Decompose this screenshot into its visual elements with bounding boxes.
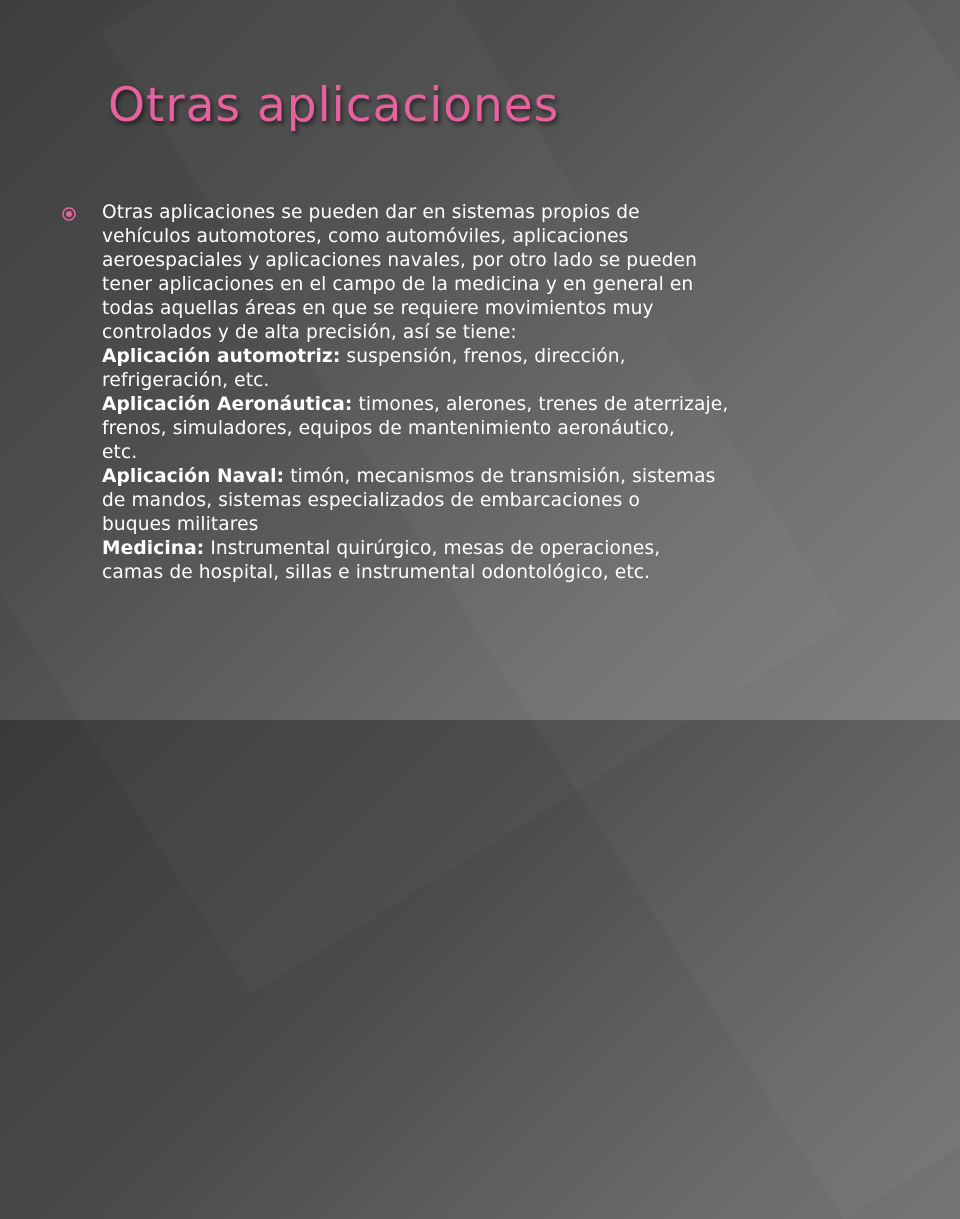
aeronautica-label: Aplicación Aeronáutica: [102, 394, 353, 415]
naval-line [102, 465, 902, 489]
automotriz-line: refrigeración, etc. [102, 370, 270, 391]
intro-line: aeroespaciales y aplicaciones navales, por otro lado se pueden [102, 250, 697, 271]
naval-text: timón, mecanismos de transmisión, sistemas [284, 466, 716, 487]
bullet-item [62, 201, 912, 585]
medicina-line: camas de hospital, sillas e instrumental odontológico, etc. [102, 562, 651, 583]
intro-line: todas aquellas áreas en que se requiere movimientos muy [102, 298, 654, 319]
aeronautica-text: timones, alerones, trenes de aterrizaje, [352, 394, 729, 415]
automotriz-text: suspensión, frenos, dirección, [340, 346, 626, 367]
aeronautica-line [102, 393, 902, 417]
aeronautica-line: frenos, simuladores, equipos de mantenimiento aeronáutico, [102, 418, 675, 439]
medicina-line [102, 537, 902, 561]
automotriz-line [102, 345, 902, 369]
slide-title: Otras aplicaciones [108, 78, 560, 133]
automotriz-label: Aplicación automotriz: [102, 346, 341, 367]
intro-line: Otras aplicaciones se pueden dar en sistemas propios de [102, 202, 640, 223]
naval-line: buques militares [102, 514, 259, 535]
naval-label: Aplicación Naval: [102, 466, 285, 487]
intro-line: controlados y de alta precisión, así se tiene: [102, 322, 517, 343]
bullet-text [102, 201, 902, 585]
slide-body [62, 201, 912, 585]
medicina-label: Medicina: [102, 538, 205, 559]
intro-line: vehículos automotores, como automóviles, aplicaciones [102, 226, 629, 247]
aeronautica-line: etc. [102, 442, 138, 463]
medicina-text: Instrumental quirúrgico, mesas de operaciones, [204, 538, 661, 559]
target-bullet-icon [62, 207, 76, 221]
naval-line: de mandos, sistemas especializados de embarcaciones o [102, 490, 640, 511]
intro-line: tener aplicaciones en el campo de la medicina y en general en [102, 274, 694, 295]
